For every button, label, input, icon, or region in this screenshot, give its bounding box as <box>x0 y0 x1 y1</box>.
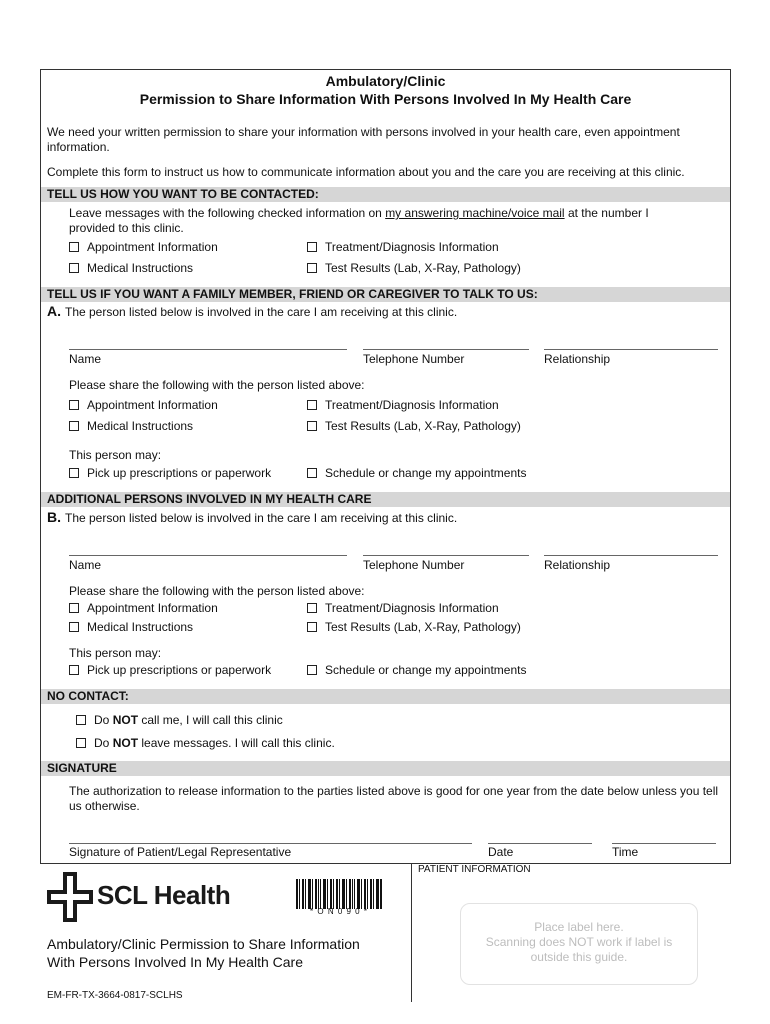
option-label: Medical Instructions <box>87 419 194 433</box>
label-box-line3: outside this guide. <box>530 950 628 964</box>
checkbox[interactable] <box>307 242 317 252</box>
may-option-schedule-b[interactable] <box>307 663 526 677</box>
option-text-bold: NOT <box>112 736 139 750</box>
statement-text: The person listed below is involved in the care I am receiving at this clinic. <box>65 511 458 525</box>
checkbox[interactable] <box>307 665 317 675</box>
checkbox[interactable] <box>69 263 79 273</box>
contact-instruction-link: my answering machine/voice mail <box>385 206 565 220</box>
doc-title-line2: With Persons Involved In My Health Care <box>47 954 303 970</box>
relationship-line-a[interactable] <box>544 349 718 350</box>
family-section-heading: TELL US IF YOU WANT A FAMILY MEMBER, FRIEND OR CAREGIVER TO TALK TO US: <box>41 287 730 302</box>
checkbox[interactable] <box>69 468 79 478</box>
contact-option-treatment[interactable] <box>307 240 499 254</box>
signature-label: Signature of Patient/Legal Representative <box>69 845 292 859</box>
checkbox[interactable] <box>69 242 79 252</box>
option-label: Treatment/Diagnosis Information <box>325 601 499 615</box>
option-label: Appointment Information <box>87 240 218 254</box>
signature-heading: SIGNATURE <box>41 761 730 776</box>
option-label: Medical Instructions <box>87 261 194 275</box>
option-label: Pick up prescriptions or paperwork <box>87 663 272 677</box>
option-label: Treatment/Diagnosis Information <box>325 398 499 412</box>
checkbox[interactable] <box>307 400 317 410</box>
option-label: Test Results (Lab, X-Ray, Pathology) <box>325 620 521 634</box>
section-letter-b: B. <box>47 509 61 525</box>
checkbox[interactable] <box>69 400 79 410</box>
form-code: EM-FR-TX-3664-0817-SCLHS <box>47 990 183 1001</box>
footer-divider <box>411 864 412 1002</box>
patient-information-label: PATIENT INFORMATION <box>418 864 531 875</box>
option-label: Test Results (Lab, X-Ray, Pathology) <box>325 419 521 433</box>
checkbox[interactable] <box>76 715 86 725</box>
share-option-appointment-b[interactable] <box>69 601 218 615</box>
doc-title-line1: Ambulatory/Clinic Permission to Share Information <box>47 936 360 952</box>
may-option-schedule-a[interactable] <box>307 466 526 480</box>
option-label: Schedule or change my appointments <box>325 663 527 677</box>
checkbox[interactable] <box>69 665 79 675</box>
no-contact-option-messages[interactable] <box>76 736 335 750</box>
checkbox[interactable] <box>307 603 317 613</box>
share-option-appointment-a[interactable] <box>69 398 218 412</box>
may-option-pickup-a[interactable] <box>69 466 271 480</box>
contact-instruction-pre: Leave messages with the following checked information on <box>69 206 382 220</box>
family-statement <box>47 303 457 319</box>
option-label: Appointment Information <box>87 398 218 412</box>
contact-instruction <box>69 206 649 220</box>
share-option-instructions-a[interactable] <box>69 419 193 433</box>
intro-paragraph-2: Complete this form to instruct us how to communicate information about you and the care you are receiving at this clinic. <box>47 165 685 179</box>
name-label-b: Name <box>69 558 102 572</box>
signature-line[interactable] <box>69 843 472 844</box>
share-option-instructions-b[interactable] <box>69 620 193 634</box>
checkbox[interactable] <box>69 622 79 632</box>
additional-section-heading: ADDITIONAL PERSONS INVOLVED IN MY HEALTH CARE <box>41 492 730 507</box>
intro-paragraph-1: We need your written permission to share your information with persons involved in your health care, even appointment information. <box>47 125 680 154</box>
share-option-test-results-b[interactable] <box>307 620 521 634</box>
label-box-line1: Place label here. <box>534 920 624 934</box>
statement-text: The person listed below is involved in the care I am receiving at this clinic. <box>65 305 458 319</box>
share-option-test-results-a[interactable] <box>307 419 521 433</box>
date-label: Date <box>488 845 514 859</box>
option-text-post: call me, I will call this clinic <box>141 713 283 727</box>
contact-option-appointment[interactable] <box>69 240 218 254</box>
checkbox[interactable] <box>307 622 317 632</box>
checkbox[interactable] <box>307 468 317 478</box>
logo-text: SCL Health <box>97 880 231 910</box>
share-prompt-b: Please share the following with the person listed above: <box>69 584 365 598</box>
relationship-label-b: Relationship <box>544 558 611 572</box>
checkbox[interactable] <box>69 421 79 431</box>
additional-statement <box>47 509 457 525</box>
contact-section-heading: TELL US HOW YOU WANT TO BE CONTACTED: <box>41 187 730 202</box>
date-line[interactable] <box>488 843 592 844</box>
checkbox[interactable] <box>307 263 317 273</box>
no-contact-heading: NO CONTACT: <box>41 689 730 704</box>
option-label: Test Results (Lab, X-Ray, Pathology) <box>325 261 521 275</box>
time-line[interactable] <box>612 843 716 844</box>
form-title-line2: Permission to Share Information With Persons Involved In My Health Care <box>139 91 632 107</box>
option-label: Appointment Information <box>87 601 218 615</box>
relationship-label-a: Relationship <box>544 352 611 366</box>
time-label: Time <box>612 845 639 859</box>
contact-option-instructions[interactable] <box>69 261 193 275</box>
form-title-line1: Ambulatory/Clinic <box>325 73 446 89</box>
checkbox[interactable] <box>307 421 317 431</box>
phone-line-b[interactable] <box>363 555 529 556</box>
share-option-treatment-b[interactable] <box>307 601 499 615</box>
option-text-bold: NOT <box>112 713 139 727</box>
checkbox[interactable] <box>76 738 86 748</box>
signature-text: The authorization to release information to the parties listed above is good for one year from the date below unless you tell us otherwise. <box>69 784 719 813</box>
relationship-line-b[interactable] <box>544 555 718 556</box>
option-text-post: leave messages. I will call this clinic. <box>141 736 335 750</box>
phone-line-a[interactable] <box>363 349 529 350</box>
option-text-pre: Do <box>94 736 110 750</box>
contact-option-test-results[interactable] <box>307 261 521 275</box>
label-box-line2: Scanning does NOT work if label is <box>485 935 673 949</box>
contact-instruction-post: at the number I <box>567 206 649 220</box>
may-prompt-b: This person may: <box>69 646 162 660</box>
label-placement-box <box>460 903 698 985</box>
barcode-icon <box>296 879 382 909</box>
phone-label-a: Telephone Number <box>363 352 465 366</box>
checkbox[interactable] <box>69 603 79 613</box>
option-text-pre: Do <box>94 713 110 727</box>
barcode-text: * O N 0 9 0 * <box>310 907 368 916</box>
no-contact-option-call[interactable] <box>76 713 283 727</box>
scl-health-logo-icon <box>47 872 93 922</box>
name-label-a: Name <box>69 352 102 366</box>
phone-label-b: Telephone Number <box>363 558 465 572</box>
name-line-b[interactable] <box>69 555 347 556</box>
contact-instruction-line2: provided to this clinic. <box>69 221 184 235</box>
option-label: Treatment/Diagnosis Information <box>325 240 499 254</box>
may-prompt-a: This person may: <box>69 448 162 462</box>
may-option-pickup-b[interactable] <box>69 663 271 677</box>
option-label: Schedule or change my appointments <box>325 466 527 480</box>
share-option-treatment-a[interactable] <box>307 398 499 412</box>
name-line-a[interactable] <box>69 349 347 350</box>
option-label: Medical Instructions <box>87 620 194 634</box>
share-prompt-a: Please share the following with the person listed above: <box>69 378 365 392</box>
section-letter-a: A. <box>47 303 61 319</box>
option-label: Pick up prescriptions or paperwork <box>87 466 272 480</box>
